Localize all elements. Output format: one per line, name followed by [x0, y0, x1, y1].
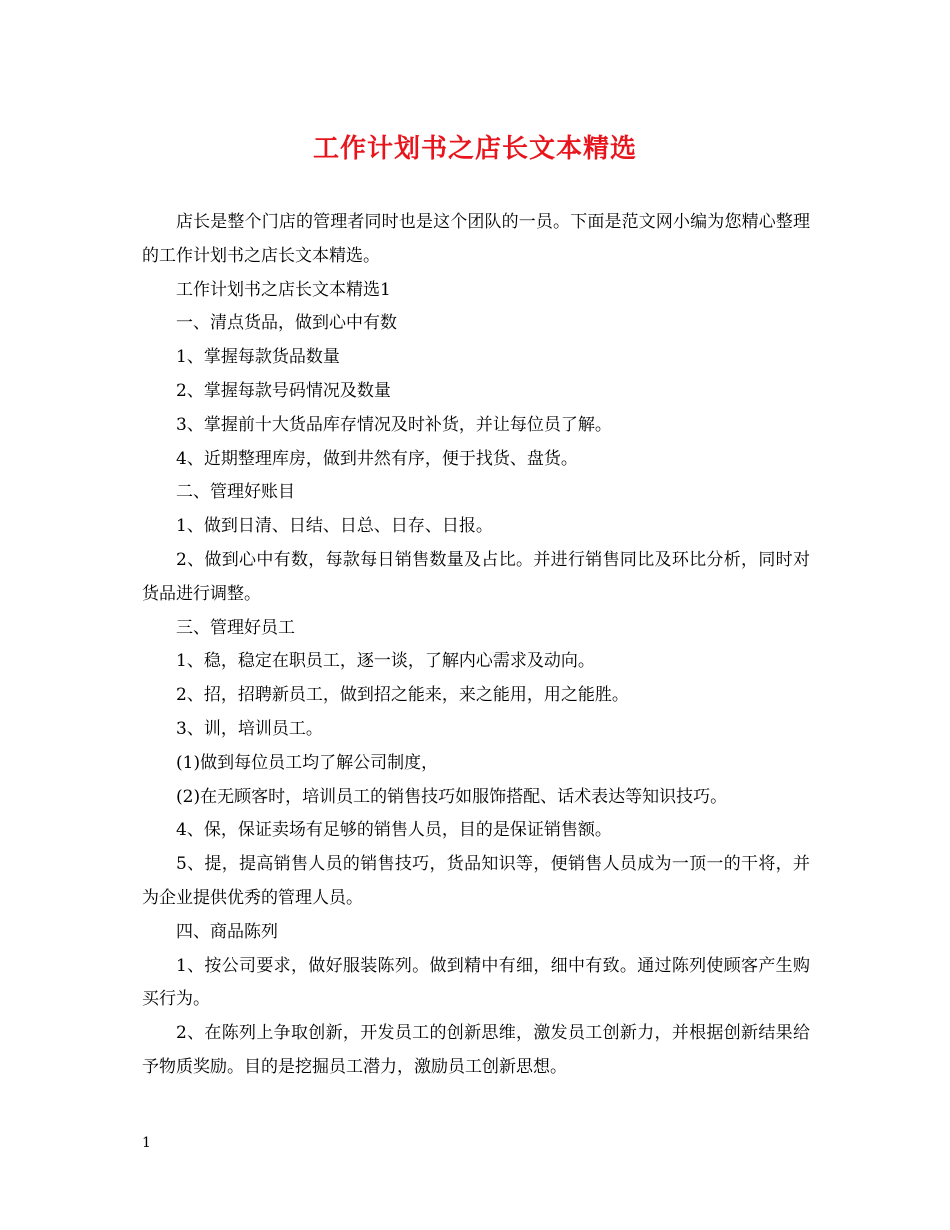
- paragraph-section-3-heading: 三、管理好员工: [176, 617, 295, 638]
- paragraph-item: 4、近期整理库房，做到井然有序，便于找货、盘货。: [176, 448, 578, 469]
- document-title: 工作计划书之店长文本精选: [312, 134, 637, 164]
- paragraph-item: 2、做到心中有数，每款每日销售数量及占比。并进行销售同比及环比分析，同时对货品进行调整。: [142, 549, 810, 604]
- paragraph-item: 1、按公司要求，做好服装陈列。做到精中有细，细中有致。通过陈列使顾客产生购买行为。: [142, 955, 810, 1010]
- paragraph-item: 4、保，保证卖场有足够的销售人员，目的是保证销售额。: [176, 820, 612, 841]
- paragraph-item: 2、招，招聘新员工，做到招之能来，来之能用，用之能胜。: [176, 685, 629, 706]
- paragraph-subitem: (2)在无顾客时，培训员工的销售技巧如服饰搭配、话术表达等知识技巧。: [176, 786, 728, 807]
- paragraph-item: 1、掌握每款货品数量: [176, 347, 340, 368]
- paragraph-item: 1、做到日清、日结、日总、日存、日报。: [176, 516, 493, 537]
- page-number: 1: [142, 1135, 151, 1151]
- paragraph-item: 3、训，培训员工。: [176, 718, 323, 739]
- paragraph-section-4-heading: 四、商品陈列: [176, 921, 278, 942]
- paragraph-intro: 店长是整个门店的管理者同时也是这个团队的一员。下面是范文网小编为您精心整理的工作计划书之店长文本精选。: [142, 212, 810, 266]
- paragraph-item: 5、提，提高销售人员的销售技巧，货品知识等，便销售人员成为一顶一的干将，并为企业提供优秀的管理人员。: [142, 854, 810, 908]
- paragraph-item: 2、在陈列上争取创新，开发员工的创新思维，激发员工创新力，并根据创新结果给予物质奖励。目的是挖掘员工潜力，激励员工创新思想。: [142, 1023, 810, 1077]
- paragraph-item: 1、稳，稳定在职员工，逐一谈，了解内心需求及动向。: [176, 651, 595, 672]
- paragraph-subtitle: 工作计划书之店长文本精选1: [176, 279, 391, 300]
- paragraph-item: 2、掌握每款号码情况及数量: [176, 380, 391, 401]
- paragraph-subitem: (1)做到每位员工均了解公司制度，: [176, 752, 439, 773]
- paragraph-item: 3、掌握前十大货品库存情况及时补货，并让每位员了解。: [176, 414, 612, 435]
- paragraph-section-2-heading: 二、管理好账目: [176, 482, 295, 503]
- document-body: [142, 206, 810, 1085]
- paragraph-section-1-heading: 一、清点货品，做到心中有数: [176, 313, 397, 334]
